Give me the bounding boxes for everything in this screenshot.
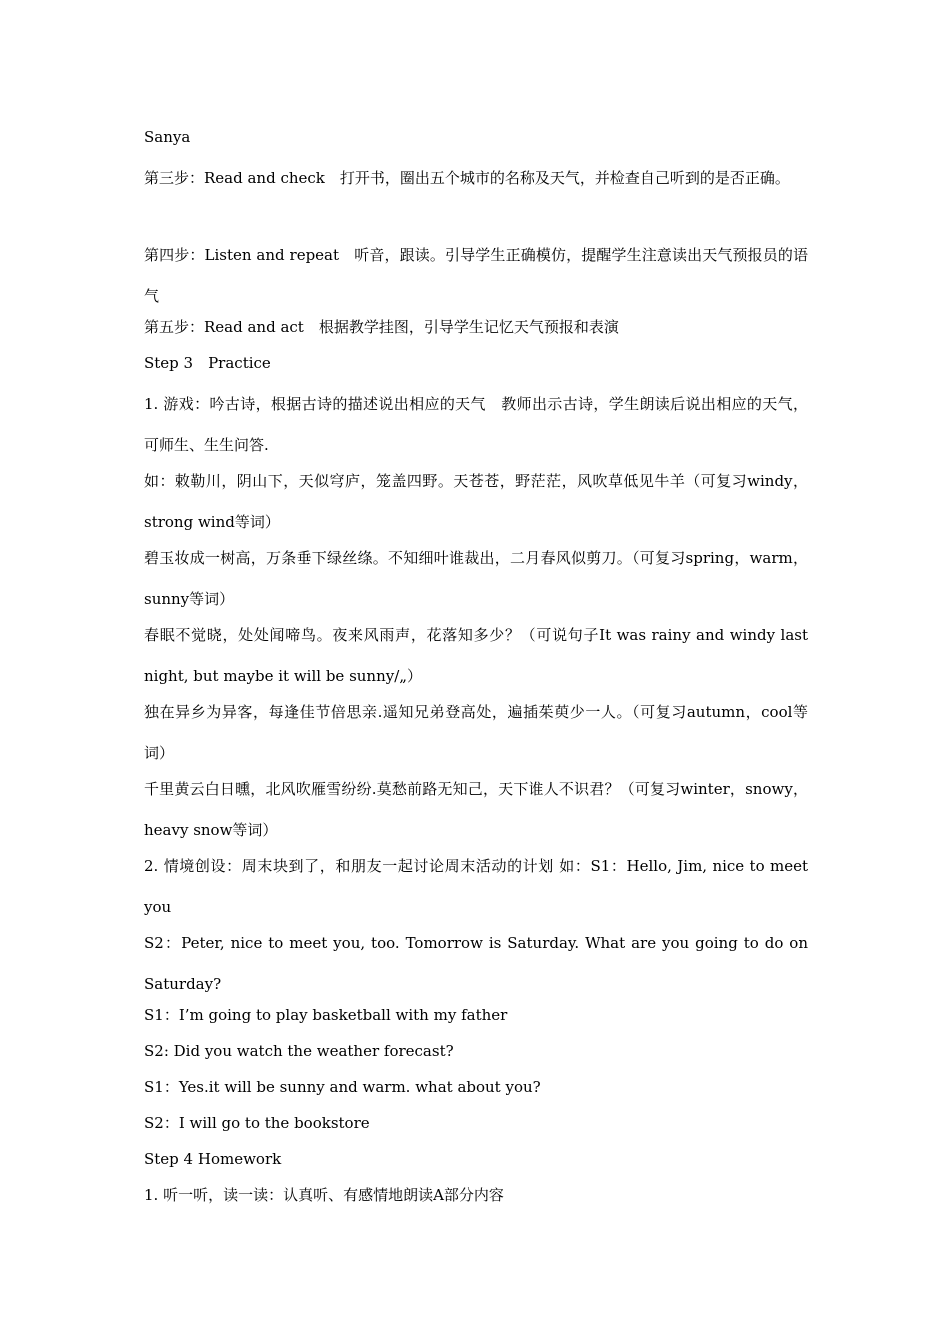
paragraph-line: 1. 听一听，读一读：认真听、有感情地朗读A部分内容 (144, 1186, 504, 1204)
paragraph-line: S2：I will go to the bookstore (144, 1114, 370, 1132)
paragraph-line: 第五步：Read and act 根据教学挂图，引导学生记忆天气预报和表演 (144, 318, 619, 336)
paragraph-line: 如：敕勒川，阴山下，天似穹庐，笼盖四野。天苍苍，野茫茫，风吹草低见牛羊（可复习windy，strong wind等词） (144, 472, 808, 531)
paragraph-line: 1. 游戏：吟古诗，根据古诗的描述说出相应的天气 教师出示古诗，学生朗读后说出相应的天气，可师生、生生问答. (144, 395, 808, 454)
paragraph-line: 2. 情境创设：周末块到了，和朋友一起讨论周末活动的计划 如：S1：Hello, Jim, nice to meet you (144, 857, 808, 916)
paragraph-line: 春眠不觉晓，处处闻啼鸟。夜来风雨声，花落知多少？（可说句子It was rainy and windy last night, but maybe it will be sunny/„） (144, 626, 808, 685)
paragraph-line: 第三步：Read and check 打开书，圈出五个城市的名称及天气，并检查自己听到的是否正确。 (144, 169, 790, 187)
paragraph-line: 独在异乡为异客，每逢佳节倍思亲.遥知兄弟登高处，遍插茱萸少一人。（可复习autumn，cool等词） (144, 703, 808, 762)
paragraph-line: 第四步：Listen and repeat 听音，跟读。引导学生正确模仿，提醒学生注意读出天气预报员的语气 (144, 246, 808, 305)
paragraph-line: S2：Peter, nice to meet you, too. Tomorrow is Saturday. What are you going to do on Saturday? (144, 934, 808, 993)
paragraph-line: S2: Did you watch the weather forecast? (144, 1042, 454, 1060)
paragraph-line: S1：Yes.it will be sunny and warm. what about you? (144, 1078, 541, 1096)
paragraph-line: Step 3 Practice (144, 354, 271, 372)
paragraph-line: Step 4 Homework (144, 1150, 282, 1168)
document-body (144, 122, 808, 1216)
paragraph-line: S1：I’m going to play basketball with my father (144, 1006, 508, 1024)
paragraph-line: 千里黄云白日曛，北风吹雁雪纷纷.莫愁前路无知己，天下谁人不识君？（可复习winter，snowy，heavy snow等词） (144, 780, 808, 839)
paragraph-line: Sanya (144, 128, 191, 146)
paragraph-line: 碧玉妆成一树高，万条垂下绿丝绦。不知细叶谁裁出，二月春风似剪刀。（可复习spring，warm，sunny等词） (144, 549, 808, 608)
